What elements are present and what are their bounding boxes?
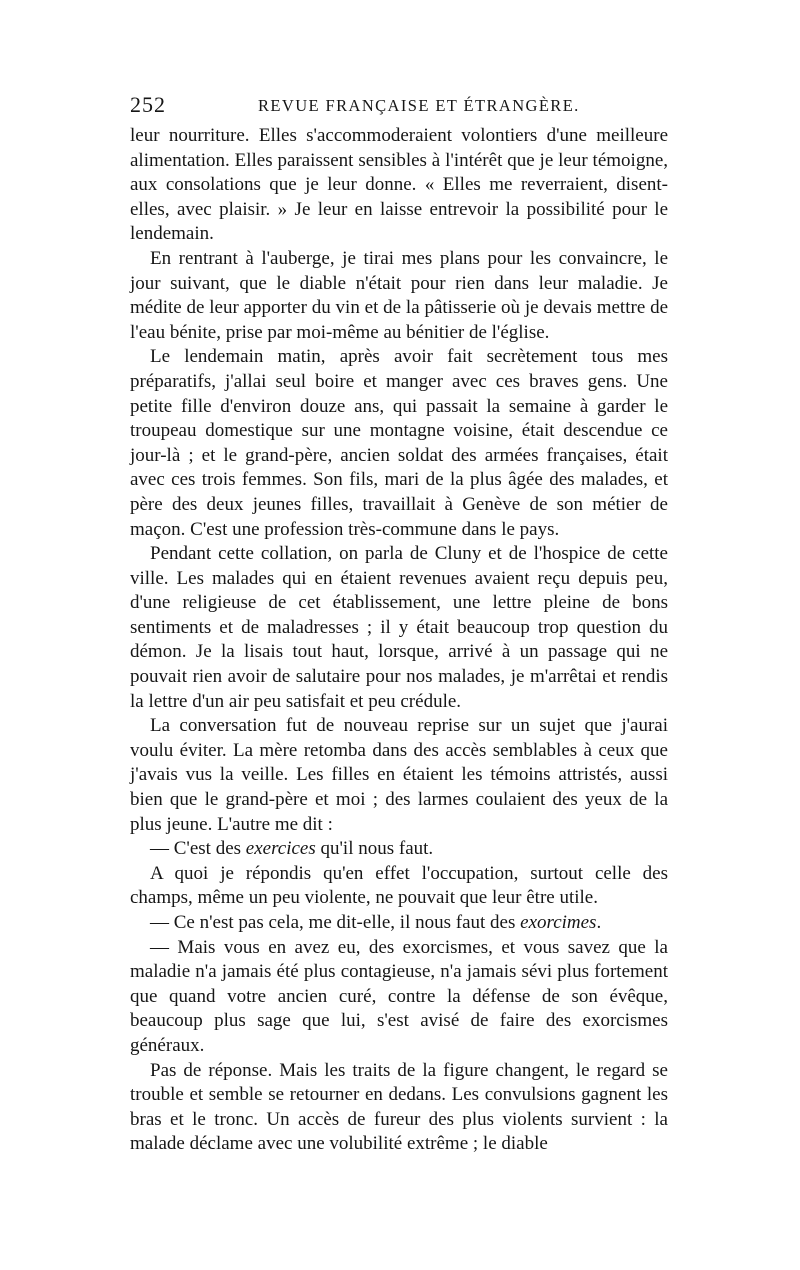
dialogue-line [130, 911, 668, 936]
paragraph: leur nourriture. Elles s'accommoderaient volontiers d'une meilleure alimentation. Elles paraissent sensibles à l'intérêt que je leur témoigne, aux consolations que je leur donne. « Elles me reverraient, disent-elles, avec plaisir. » Je leur en laisse entrevoir la possibilité pour le lendemain. [130, 125, 668, 245]
dialogue-text: . [596, 912, 602, 933]
dialogue-text: qu'il nous faut. [315, 838, 434, 860]
paragraph: Pas de réponse. Mais les traits de la figure changent, le regard se trouble et semble se retourner en dedans. Les convulsions gagnent les bras et le tronc. Un accès de fureur des plus violents survient : la malade déclame avec une volubilité extrême ; le diable [130, 1059, 668, 1155]
emphasis-word: exorcimes [520, 912, 597, 933]
dialogue-text: — Ce n'est pas cela, me dit-elle, il nous faut des [150, 912, 521, 933]
paragraph: En rentrant à l'auberge, je tirai mes plans pour les convaincre, le jour suivant, que le diable n'était pour rien dans leur maladie. Je médite de leur apporter du vin et de la pâtisserie où je devais mettre de l'eau bénite, prise par moi-même au bénitier de l'église. [130, 247, 668, 343]
page-header [130, 92, 670, 120]
page-number: 252 [130, 92, 166, 117]
paragraph: La conversation fut de nouveau reprise sur un sujet que j'aurai voulu éviter. La mère retomba dans des accès semblables à ceux que j'avais vus la veille. Les filles en étaient les témoins attristés, aussi bien que le grand-père et moi ; des larmes coulaient des yeux de la plus jeune. L'autre me dit : [130, 715, 668, 835]
body-text [130, 124, 668, 1157]
paragraph: Pendant cette collation, on parla de Cluny et de l'hospice de cette ville. Les malades qui en étaient revenues avaient reçu depuis peu, d'une religieuse de cet établissement, une lettre pleine de bons sentiments et de maladresses ; il y était beaucoup trop question du démon. Je la lisais tout haut, lorsque, arrivé à un passage qui ne pouvait rien avoir de salutaire pour nos malades, je m'arrêtai et rendis la lettre d'un air peu satisfait et peu crédule. [130, 543, 668, 712]
paragraph: Le lendemain matin, après avoir fait secrètement tous mes préparatifs, j'allai seul boire et manger avec ces braves gens. Une petite fille d'environ douze ans, qui passait la semaine à garder le troupeau domestique sur une montagne voisine, était descendue ce jour-là ; et le grand-père, ancien soldat des armées françaises, était avec ces trois femmes. Son fils, mari de la plus âgée des malades, et père des deux jeunes filles, travaillait à Genève de son métier de maçon. C'est une profession très-commune dans le pays. [130, 346, 668, 540]
dialogue-text: — C'est des [150, 838, 246, 860]
running-head: REVUE FRANÇAISE ET ÉTRANGÈRE. [258, 96, 580, 115]
paragraph: — Mais vous en avez eu, des exorcismes, et vous savez que la maladie n'a jamais été plus contagieuse, n'a jamais sévi plus fortement que quand votre ancien curé, contre la défense de son évêque, beaucoup plus sage que lui, s'est avisé de faire des exorcismes généraux. [130, 936, 668, 1056]
dialogue-line [130, 837, 668, 862]
emphasis-word: exercices [245, 838, 316, 860]
paragraph: A quoi je répondis qu'en effet l'occupation, surtout celle des champs, même un peu violente, ne pouvait que leur être utile. [130, 862, 668, 909]
